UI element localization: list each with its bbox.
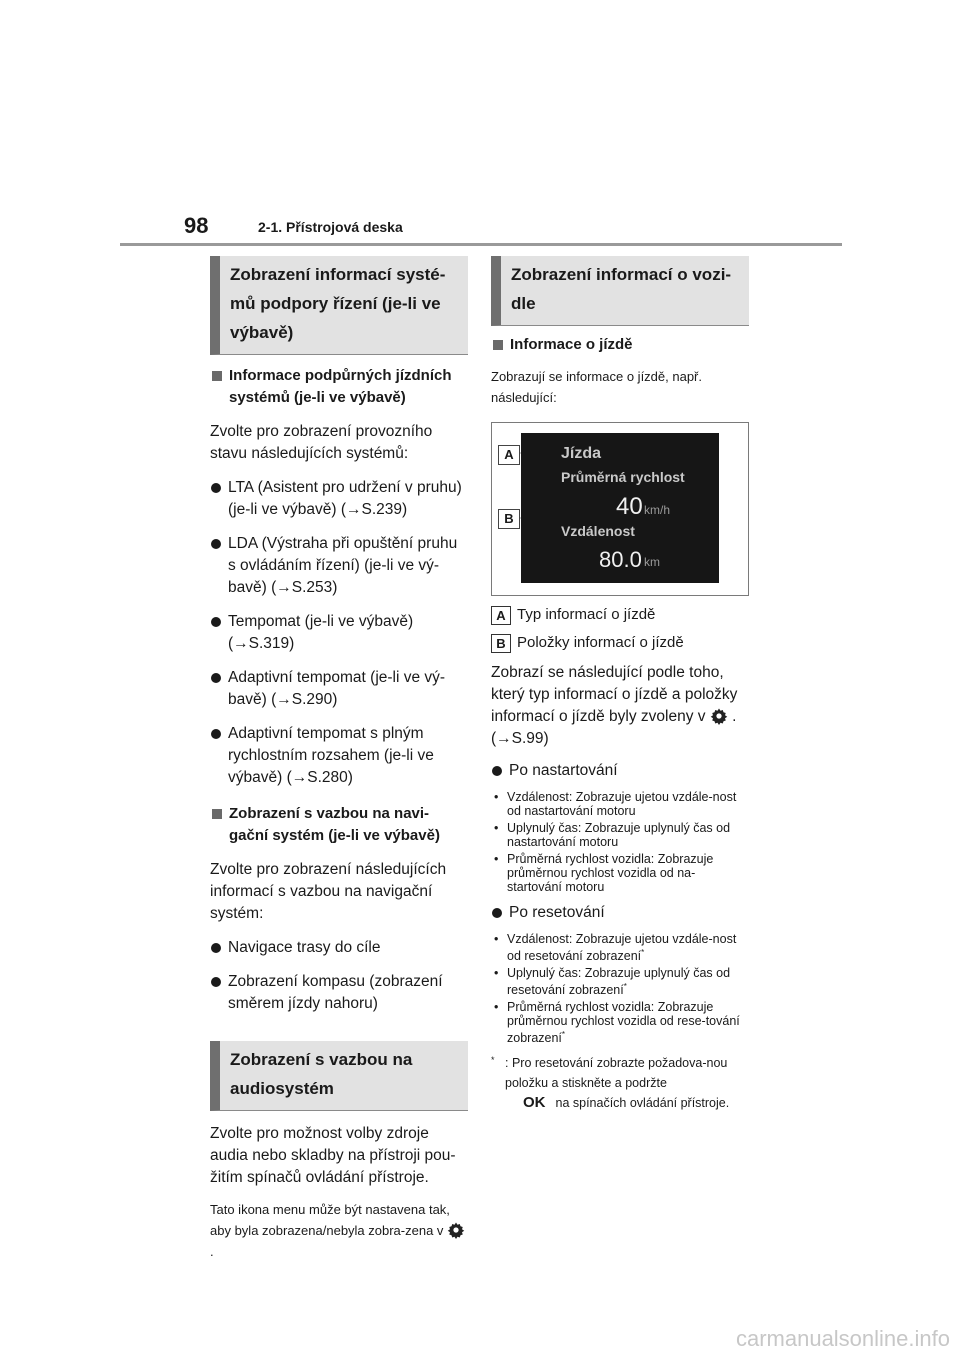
screen-item-value: 40 — [616, 493, 643, 520]
screen-item-unit: km — [644, 555, 660, 569]
subheading-navigation: Zobrazení s vazbou na navi-gační systém (je-li ve výbavě) — [210, 803, 468, 847]
bullet-dot-icon — [492, 766, 502, 776]
square-bullet-icon — [493, 340, 503, 350]
list-item: LDA (Výstraha při opuštění pruhu s ovládáním řízení) (je-li ve vý-bavě) (→S.253) — [210, 533, 468, 599]
ok-button-icon: OK — [523, 1094, 546, 1112]
list-item: LTA (Asistent pro udržení v pruhu) (je-li ve výbavě) (→S.239) — [210, 477, 468, 521]
section-title-audio: Zobrazení s vazbou na audiosystém — [210, 1041, 468, 1111]
subheading-drive-info: Informace o jízdě — [491, 334, 749, 356]
paragraph: Zobrazují se informace o jízdě, např. následující: — [491, 369, 702, 405]
watermark: carmanualsonline.info — [735, 1326, 950, 1351]
section-title-vehicle-info: Zobrazení informací o vozi-dle — [491, 256, 749, 326]
gear-icon — [710, 707, 728, 725]
screen-item-value: 80.0 — [599, 547, 642, 572]
list-item: Po resetování — [491, 902, 749, 924]
bullet-dot-icon — [492, 908, 502, 918]
chapter-title: 2-1. Přístrojová deska — [258, 219, 403, 235]
left-column — [210, 256, 468, 1262]
bullet-dot-icon — [211, 729, 221, 739]
detail-list — [491, 790, 749, 894]
section-title-driver-assist: Zobrazení informací systé-mů podpory řízení (je-li ve výbavě) — [210, 256, 468, 355]
header-rule — [120, 243, 842, 246]
screen-item-unit: km/h — [644, 503, 671, 517]
screen-title: Jízda — [561, 445, 602, 462]
bullet-dot-icon — [211, 943, 221, 953]
paragraph: Zvolte pro zobrazení provozního stavu následujících systémů: — [210, 423, 433, 462]
square-bullet-icon — [212, 371, 222, 381]
list-item: Tempomat (je-li ve výbavě) (→S.319) — [210, 611, 468, 655]
bullet-dot-icon — [211, 483, 221, 493]
bullet-dot-icon — [211, 673, 221, 683]
list-item: Adaptivní tempomat s plným rychlostním rozsahem (je-li ve výbavě) (→S.280) — [210, 723, 468, 789]
bullet-dot-icon — [211, 617, 221, 627]
paragraph: Zvolte pro zobrazení následujících informací s vazbou na navigační systém: — [210, 861, 447, 922]
paragraph: Zobrazí se následující podle toho, který typ informací o jízdě a položky informací o jízdě byly zvoleny v . (→S.99) — [491, 664, 738, 747]
legend-item-a: A Typ informací o jízdě — [491, 604, 749, 626]
figure-label-b: B — [498, 509, 520, 529]
detail-item: • Uplynulý čas: Zobrazuje uplynulý čas od resetování zobrazení* — [494, 966, 731, 998]
note: Tato ikona menu může být nastavena tak, aby byla zobrazena/nebyla zobra-zena v . — [210, 1199, 468, 1262]
bullet-dot-icon — [211, 977, 221, 987]
list-item: Po nastartování — [491, 760, 749, 782]
detail-item: • Vzdálenost: Zobrazuje ujetou vzdále-nost od nastartování motoru — [494, 790, 737, 818]
subheading-assist-info: Informace podpůrných jízdních systémů (je-li ve výbavě) — [210, 365, 468, 409]
drive-info-figure — [491, 422, 749, 596]
legend-item-b: B Položky informací o jízdě — [491, 632, 749, 654]
page-number: 98 — [184, 213, 209, 238]
detail-item: • Průměrná rychlost vozidla: Zobrazuje průměrnou rychlost vozidla od na-startování motoru — [494, 852, 714, 894]
list-item: Zobrazení kompasu (zobrazení směrem jízdy nahoru) — [210, 971, 468, 1015]
bullet-dot-icon — [211, 539, 221, 549]
detail-list — [491, 932, 749, 1045]
footnote: * : Pro resetování zobrazte požadova-nou položku a stiskněte a podržte OK na spínačích ovládání přístroje. — [491, 1055, 730, 1112]
detail-item: • Průměrná rychlost vozidla: Zobrazuje průměrnou rychlost vozidla od rese-tování zobrazení* — [494, 1000, 740, 1046]
screen-item-label: Vzdálenost — [561, 523, 635, 539]
detail-item: • Vzdálenost: Zobrazuje ujetou vzdále-nost od resetování zobrazení* — [494, 932, 737, 964]
list-item: Adaptivní tempomat (je-li ve vý-bavě) (→S.290) — [210, 667, 468, 711]
figure-label-a: A — [498, 445, 520, 465]
right-column — [491, 256, 749, 1113]
paragraph: Zvolte pro možnost volby zdroje audia nebo skladby na přístroji pou-žitím spínačů ovládání přístroje. — [210, 1125, 456, 1186]
screen-item-label: Průměrná rychlost — [561, 469, 685, 485]
detail-item: • Uplynulý čas: Zobrazuje uplynulý čas od nastartování motoru — [494, 821, 731, 849]
gear-icon — [447, 1221, 465, 1239]
square-bullet-icon — [212, 809, 222, 819]
list-item: Navigace trasy do cíle — [210, 937, 468, 959]
